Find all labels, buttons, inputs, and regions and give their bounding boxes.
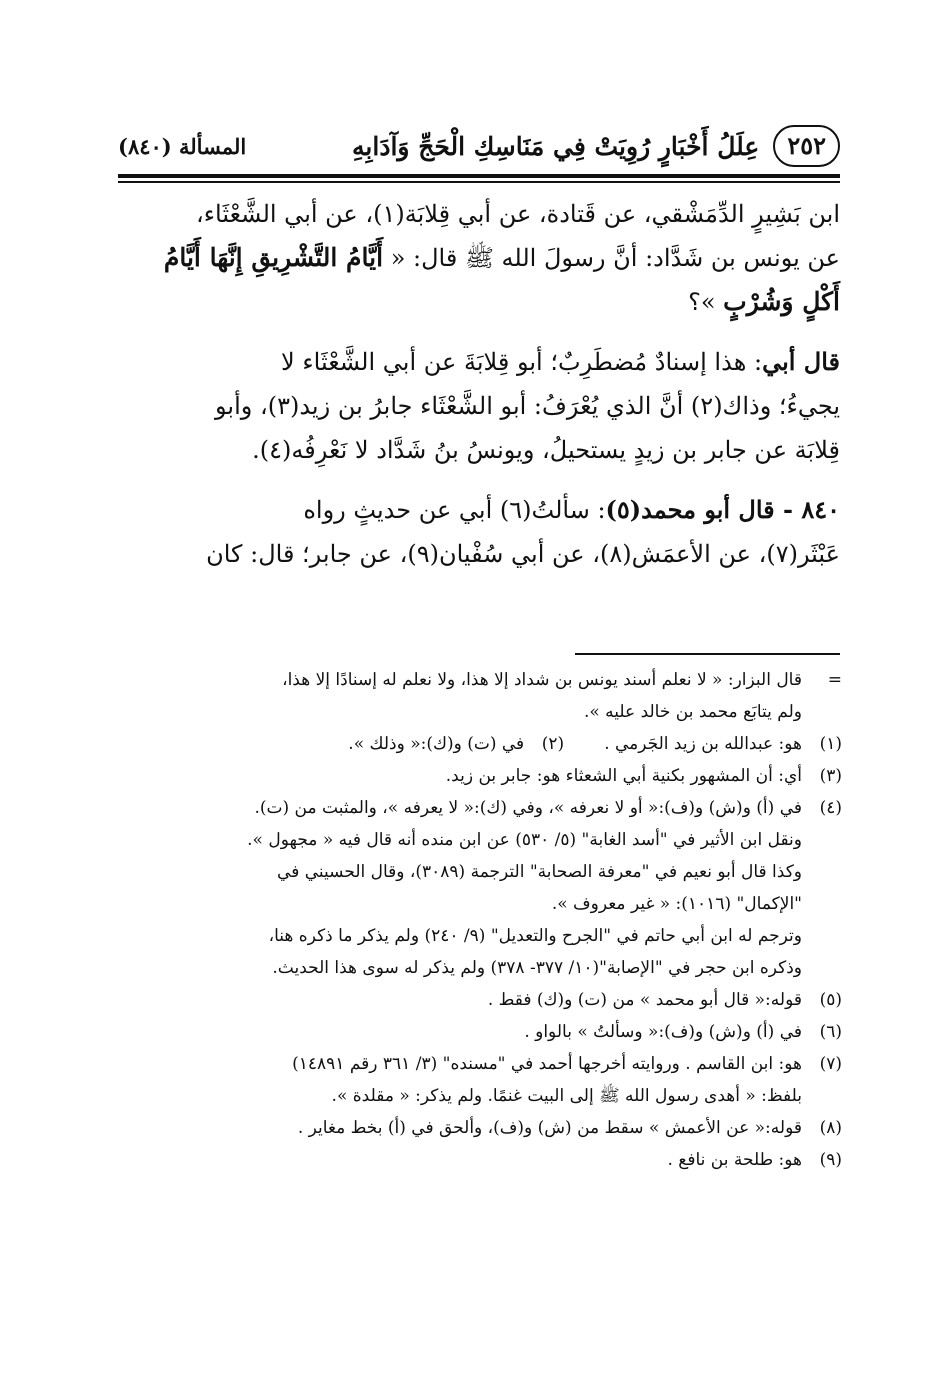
issue-heading: ٨٤٠ - قال أبو محمد(٥) (605, 495, 840, 524)
footnote-line: هو: طلحة بن نافع . (667, 1150, 802, 1170)
footnote-line: في (أ) و(ش) و(ف):« وسألتُ » بالواو . (524, 1022, 802, 1042)
footnote-line: وذكره ابن حجر في "الإصابة"(١٠/ ٣٧٧- ٣٧٨) ولم يذكر له سوى هذا الحديث. (272, 958, 802, 978)
footnote-line: قال البزار: « لا نعلم أسند يونس بن شداد إلا هذا، ولا نعلم له إسنادًا إلا هذا، (282, 670, 802, 690)
footnote-mark: = (827, 670, 842, 690)
footnote-2 (348, 728, 564, 760)
footnote-mark: (٢) (541, 734, 565, 754)
footnote-mark: (٧) (819, 1054, 842, 1074)
footnote-6 (100, 1016, 842, 1048)
text-line: : هذا إسنادٌ مُضطَرِبٌ؛ أبو قِلابَةَ عن أبي الشَّعْثَاء لا (281, 348, 763, 376)
footnote-line: في (ت) و(ك):« وذلك ». (348, 734, 525, 754)
page-number: ٢٥٢ (773, 125, 840, 167)
footnote-1 (604, 728, 842, 760)
footnote-mark: (٥) (819, 990, 842, 1010)
footnote-line: وكذا قال أبو نعيم في "معرفة الصحابة" الترجمة (٣٠٨٩)، وقال الحسيني في (277, 862, 802, 882)
footnote-8 (100, 1112, 842, 1144)
footnote-9 (100, 1144, 842, 1176)
text-line: يجيءُ؛ وذاك(٢) أنَّ الذي يُعْرَفُ: أبو الشَّعْثَاء جابرُ بن زيد(٣)، وأبو (215, 392, 840, 420)
footnote-line: "الإكمال" (١٠١٦): « غير معروف ». (551, 894, 802, 914)
footnote-mark: (٣) (819, 766, 842, 786)
footnote-line: هو: ابن القاسم . وروايته أخرجها أحمد في "مسنده" (٣/ ٣٦١ رقم ١٤٨٩١) (292, 1054, 802, 1074)
book-title: عِلَلُ أَخْبَارٍ رُوِيَتْ فِي مَنَاسِكِ الْحَجِّ وَآدَابِهِ (352, 131, 760, 161)
footnote-line: قوله:« قال أبو محمد » من (ت) و(ك) فقط . (487, 990, 802, 1010)
footnote-mark: (٩) (819, 1150, 842, 1170)
issue-label: المسألة (٨٤٠) (118, 133, 247, 159)
speaker-label: قال أبي (762, 347, 840, 376)
footnote-4 (100, 792, 842, 984)
paragraph-issue-840 (118, 488, 840, 576)
footnote-mark: (٨) (819, 1118, 842, 1138)
footnote-line: أي: أن المشهور بكنية أبي الشعثاء هو: جابر بن زيد. (445, 766, 802, 786)
footnote-line: وترجم له ابن أبي حاتم في "الجرح والتعديل" (٩/ ٢٤٠) ولم يذكر ما ذكره هنا، (268, 926, 802, 946)
hadith-quote: أَكْلٍ وَشُرْبٍ (723, 287, 840, 316)
paragraph-abi (118, 340, 840, 472)
footnote-mark: (٤) (819, 798, 842, 818)
footnote-line: بلفظ: « أهدى رسول الله ﷺ إلى البيت غنمًا. ولم يذكر: « مقلدة ». (331, 1086, 802, 1106)
footnote-separator (575, 653, 840, 655)
footnote-line: ولم يتابَع محمد بن خالد عليه ». (583, 702, 802, 722)
text-line: عن يونس بن شَدَّاد: أنَّ رسولَ الله ﷺ قال: « (390, 244, 840, 272)
paragraph-hadith (118, 192, 840, 324)
text-line: ابن بَشِيرٍ الدِّمَشْقي، عن قَتادة، عن أبي قِلابَة(١)، عن أبي الشَّعْثَاء، (196, 200, 840, 228)
footnote-mark: (١) (819, 734, 842, 754)
footnote-mark: (٦) (819, 1022, 842, 1042)
footnote-line: ونقل ابن الأثير في "أسد الغابة" (٥/ ٥٣٠) عن ابن منده أنه قال فيه « مجهول ». (247, 830, 802, 850)
hadith-quote: أَيَّامُ التَّشْرِيقِ إِنَّهَا أَيَّامُ (163, 243, 384, 272)
text-line: : سألتُ(٦) أبي عن حديثٍ رواه (303, 496, 606, 524)
footnote-7 (100, 1048, 842, 1112)
page-header (118, 122, 840, 170)
text-line: عَبْثَر(٧)، عن الأعمَش(٨)، عن أبي سُفْيان(٩)، عن جابر؛ قال: كان (206, 540, 840, 568)
footnote-line: قوله:« عن الأعمش » سقط من (ش) و(ف)، وألحق في (أ) بخط مغاير . (297, 1118, 802, 1138)
text-line: »؟ (688, 288, 716, 316)
header-rule-thick (118, 174, 840, 178)
footnote-continuation (100, 664, 842, 728)
footnote-5 (100, 984, 842, 1016)
footnote-3 (100, 760, 842, 792)
footnotes (100, 664, 842, 1176)
footnote-line: هو: عبدالله بن زيد الجَرمي . (604, 734, 802, 754)
text-line: قِلابَة عن جابر بن زيدٍ يستحيلُ، ويونسُ بنُ شَدَّاد لا نَعْرِفُه(٤). (252, 436, 840, 464)
footnote-line: في (أ) و(ش) و(ف):« أو لا نعرفه »، وفي (ك):« لا يعرفه »، والمثبت من (ت). (254, 798, 802, 818)
footnote-pair (100, 728, 842, 760)
header-rule-thin (118, 181, 840, 183)
main-text (118, 192, 840, 592)
